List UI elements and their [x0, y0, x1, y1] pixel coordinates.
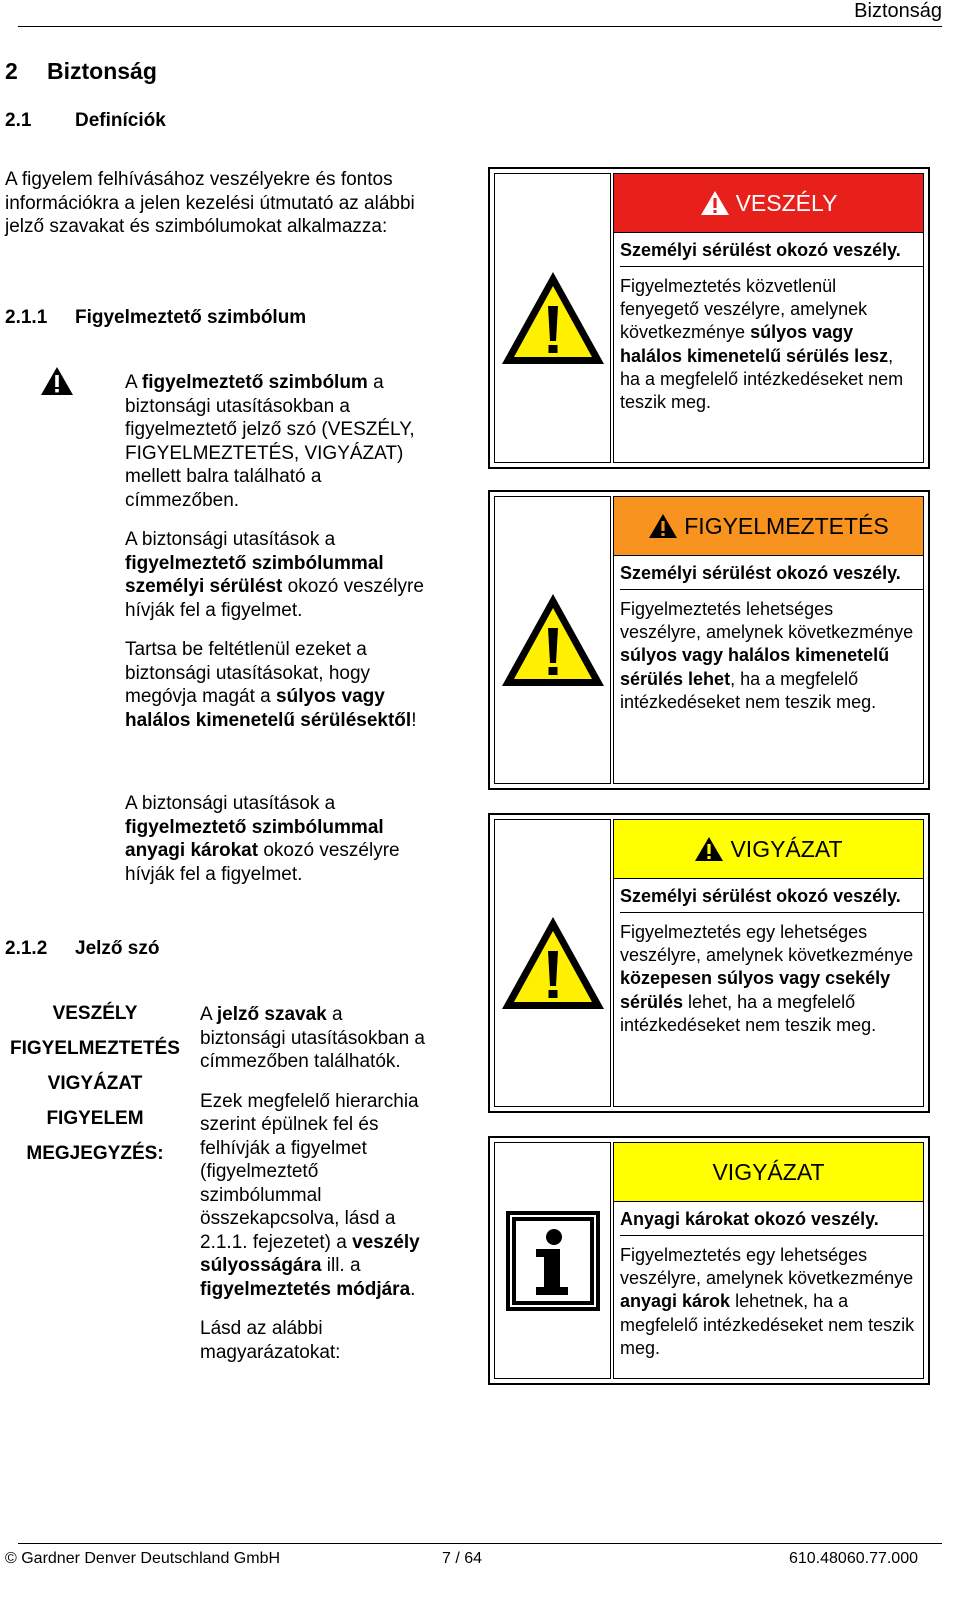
signal-word-label: VIGYÁZAT — [730, 835, 843, 862]
text: A biztonsági utasítások a — [125, 793, 336, 814]
intro-paragraph: A figyelem felhívásához veszélyekre és fontos információkra a jelen kezelési útmutató az alábbi jelző szavakat és szimbólumokat alkalmazza: — [5, 169, 415, 237]
warning-triangle-icon — [499, 591, 607, 689]
warning-triangle-icon — [700, 190, 730, 216]
paragraph — [200, 1003, 428, 1074]
box-title: Személyi sérülést okozó veszély. — [620, 239, 923, 267]
page-number: 7 / 64 — [442, 1550, 483, 1567]
box-description — [620, 1244, 917, 1360]
text-cell — [613, 173, 924, 463]
text: ill. a — [321, 1255, 361, 1276]
section-title: Biztonság — [47, 58, 157, 84]
signal-word: FIGYELEM — [46, 1108, 144, 1129]
danger-box — [488, 167, 930, 469]
signal-word-label: VIGYÁZAT — [712, 1158, 825, 1185]
document-number: 610.48060.77.000 — [788, 1550, 918, 1567]
text-cell — [613, 819, 924, 1107]
text: A biztonsági utasítások a — [125, 529, 336, 550]
text: , ha a megfelelő intézkedéseket nem teszik meg. — [620, 345, 904, 413]
box-description — [620, 275, 917, 414]
signal-word-list — [0, 1000, 190, 1175]
bold-text: figyelmeztetés módjára — [200, 1278, 411, 1300]
bold-text: súlyos vagy halálos kimenetelű sérülésektől — [125, 686, 412, 731]
caution-banner — [614, 820, 923, 879]
warning-banner — [614, 497, 923, 556]
text: Tartsa be feltétlenül ezeket a biztonsági utasításokat, hogy megóvja magát a — [125, 639, 371, 707]
box-title: Anyagi károkat okozó veszély. — [620, 1208, 923, 1236]
text: Figyelmeztetés egy lehetséges veszélyre, amelynek következménye — [620, 922, 914, 966]
bold-text: veszély súlyosságára — [200, 1231, 420, 1276]
caution-banner — [614, 1143, 923, 1202]
text: okozó veszélyre hívják fel a figyelmet. — [125, 576, 424, 621]
footer-copyright: © Gardner Denver Deutschland GmbH — [5, 1550, 281, 1567]
warning-symbol-text — [125, 371, 425, 748]
text: lehet, ha a megfelelő intézkedéseket nem teszik meg. — [620, 991, 877, 1035]
subsubsection-number-1: 2.1.1 — [5, 307, 48, 328]
symbol-cell — [494, 1142, 611, 1379]
box-title: Személyi sérülést okozó veszély. — [620, 562, 923, 590]
text: a biztonsági utasításokban a figyelmeztető jelző szó (VESZÉLY, FIGYELMEZTETÉS, VIGYÁZAT) mellett balra található a címmezőben. — [125, 372, 415, 511]
signal-word: FIGYELMEZTETÉS — [10, 1038, 180, 1059]
signal-word: VESZÉLY — [52, 1003, 138, 1024]
text: Figyelmeztetés egy lehetséges veszélyre, amelynek következménye — [620, 1245, 914, 1289]
warning-triangle-icon — [40, 366, 74, 396]
text: ! — [411, 709, 417, 731]
danger-banner — [614, 174, 923, 233]
subsection-heading — [5, 110, 166, 132]
warning-triangle-icon — [499, 914, 607, 1012]
signal-word-label: FIGYELMEZTETÉS — [684, 512, 889, 539]
text: lehetnek, ha a megfelelő intézkedéseket nem teszik meg. — [620, 1291, 915, 1358]
subsubsection-heading-1 — [5, 307, 306, 329]
signal-word-text — [200, 1003, 428, 1380]
paragraph — [125, 371, 425, 512]
subsubsection-title-1: Figyelmeztető szimbólum — [75, 307, 307, 328]
symbol-cell — [494, 496, 611, 784]
box-description — [620, 921, 917, 1037]
text: . — [410, 1278, 416, 1300]
bold-text: közepesen súlyos vagy csekély sérülés — [620, 968, 891, 1012]
signal-word: MEGJEGYZÉS: — [26, 1143, 164, 1164]
paragraph — [200, 1090, 428, 1302]
caution-box — [488, 813, 930, 1113]
box-description — [620, 598, 917, 714]
signal-word-label: VESZÉLY — [735, 189, 838, 216]
bold-text: jelző szavak — [216, 1004, 327, 1025]
subsection-number: 2.1 — [5, 110, 32, 131]
warning-triangle-icon — [499, 269, 607, 367]
box-title: Személyi sérülést okozó veszély. — [620, 885, 923, 913]
text: a biztonsági utasításokban a címmezőben találhatók. — [200, 1004, 425, 1072]
subsubsection-heading-2 — [5, 938, 159, 960]
text-cell — [613, 1142, 924, 1379]
bold-text: súlyos vagy halálos kimenetelű sérülés lesz — [620, 322, 889, 366]
signal-word: VIGYÁZAT — [47, 1073, 143, 1094]
bold-text: figyelmeztető szimbólummal személyi sérülést — [125, 552, 384, 597]
text: Figyelmeztetés lehetséges veszélyre, amelynek következménye — [620, 599, 914, 643]
symbol-cell — [494, 819, 611, 1107]
header-divider — [18, 26, 942, 27]
text: okozó veszélyre hívják fel a figyelmet. — [125, 840, 400, 885]
text: A — [200, 1004, 217, 1025]
text: , ha a megfelelő intézkedéseket nem teszik meg. — [620, 668, 877, 712]
material-damage-paragraph — [125, 792, 425, 886]
text: Ezek megfelelő hierarchia szerint épülnek fel és felhívják a figyelmet (figyelmeztető szimbólummal összekapcsolva, lásd a 2.1.1. fejezetet) a — [200, 1090, 419, 1253]
text: A — [125, 372, 142, 393]
subsubsection-title-2: Jelző szó — [75, 938, 160, 959]
footer-divider — [18, 1543, 942, 1544]
paragraph — [125, 638, 425, 732]
symbol-cell — [494, 173, 611, 463]
running-header: Biztonság — [854, 0, 942, 22]
paragraph — [125, 528, 425, 622]
subsection-title: Definíciók — [75, 110, 166, 131]
section-heading — [5, 58, 157, 85]
bold-text: figyelmeztető szimbólum — [141, 372, 368, 393]
caution-material-box — [488, 1136, 930, 1385]
paragraph: Lásd az alábbi magyarázatokat: — [200, 1318, 341, 1363]
warning-box — [488, 490, 930, 790]
text-cell — [613, 496, 924, 784]
section-number: 2 — [5, 58, 18, 84]
subsubsection-number-2: 2.1.2 — [5, 938, 48, 959]
info-icon — [506, 1211, 600, 1311]
bold-text: anyagi károk — [620, 1291, 731, 1312]
bold-text: figyelmeztető szimbólummal anyagi károkat — [125, 816, 384, 861]
warning-triangle-icon — [648, 513, 678, 539]
warning-triangle-icon — [694, 836, 724, 862]
text: Figyelmeztetés közvetlenül fenyegető veszélyre, amelynek következménye — [620, 276, 868, 343]
bold-text: súlyos vagy halálos kimenetelű sérülés lehet — [620, 645, 890, 689]
